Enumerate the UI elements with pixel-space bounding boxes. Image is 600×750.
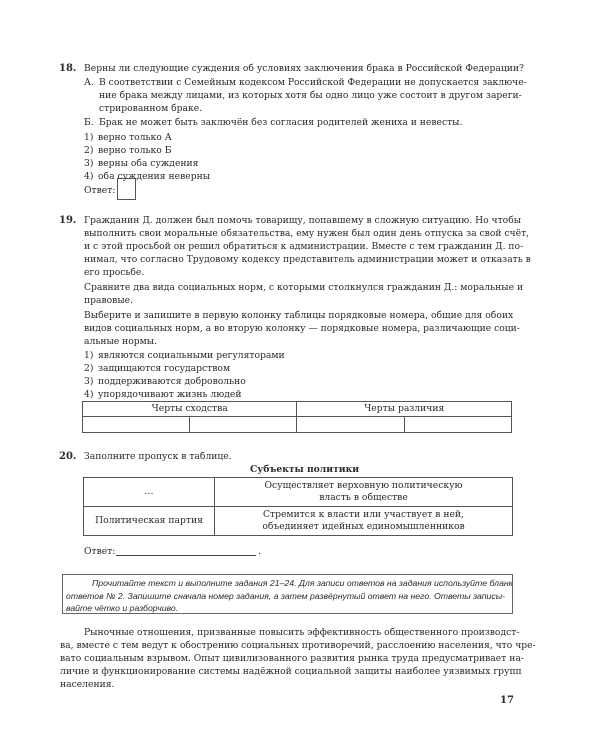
passage-line: Рыночные отношения, призванные повысить эффективность общественного производст-	[84, 627, 520, 638]
description-line: Осуществляет верховную политическую	[264, 480, 463, 491]
option-text: верны оба суждения	[98, 158, 199, 169]
scenario-line: его просьбе.	[84, 267, 145, 278]
compare-line: правовые.	[84, 295, 134, 306]
subject-cell-blank[interactable]: …	[84, 478, 215, 507]
compare-line: Сравните два вида социальных норм, с которыми столкнулся гражданин Д.: моральные и	[84, 282, 524, 293]
instruction-box	[62, 574, 513, 614]
statement-b-label: Б.	[84, 117, 94, 128]
answer-label: Ответ:	[84, 185, 116, 196]
option-item	[84, 157, 198, 170]
option-number: 4)	[84, 389, 94, 400]
table-title: Субъекты политики	[250, 464, 360, 475]
answer-box[interactable]	[117, 178, 136, 200]
passage-line: вато социальным взрывом. Опыт цивилизованного развития рынка труда предусматривает на-	[60, 653, 524, 664]
subject-cell: Политическая партия	[84, 507, 215, 536]
option-number: 3)	[84, 376, 94, 387]
comparison-table	[82, 401, 512, 433]
answer-cell[interactable]	[190, 417, 297, 433]
option-text: упорядочивают жизнь людей	[98, 389, 242, 400]
description-line: Стремится к власти или участвует в ней,	[263, 509, 464, 520]
description-cell	[215, 478, 513, 507]
description-cell	[215, 507, 513, 536]
option-number: 2)	[84, 363, 94, 374]
option-number: 1)	[84, 350, 94, 361]
description-line: объединяет идейных единомышленников	[262, 521, 465, 532]
politics-subjects-table	[83, 477, 513, 536]
passage-line: личие и функционирование системы надёжной социальной защиты наиболее уязвимых групп	[60, 666, 522, 677]
scenario-line: нимал, что согласно Трудовому кодексу представитель администрации может и отказать в	[84, 254, 531, 265]
instruction-line: видов социальных норм, а во вторую колонку — порядковые номера, различающие соци-	[84, 323, 520, 334]
scenario-line: и с этой просьбой он решил обратиться к администрации. Вместе с тем гражданин Д. по-	[84, 241, 524, 252]
page-number: 17	[500, 695, 514, 706]
scenario-line: выполнить свои моральные обязательства, ему нужен был один день отпуска за свой счёт,	[84, 228, 530, 239]
option-text: верно только А	[98, 132, 172, 143]
option-item	[84, 131, 172, 144]
question-text: Заполните пропуск в таблице.	[84, 451, 232, 462]
statement-a-line: ние брака между лицами, из которых хотя бы одно лицо уже состоит в другом зареги-	[99, 90, 522, 101]
passage-line: ва, вместе с тем ведут к обострению социальных противоречий, расслоению населения, что чре-	[60, 640, 536, 651]
question-number: 20.	[59, 451, 77, 462]
option-item	[84, 388, 241, 401]
instruction-line: альные нормы.	[84, 336, 158, 347]
instruction-line: ответов № 2. Запишите сначала номер задания, а затем развёрнутый ответ на него. Ответы записы-	[66, 590, 506, 601]
description-line: власть в обществе	[319, 492, 408, 503]
option-item	[84, 349, 285, 362]
passage-line: населения.	[60, 679, 115, 690]
answer-end: .	[258, 546, 261, 557]
option-text: являются социальными регуляторами	[98, 350, 285, 361]
statement-a-label: А.	[84, 77, 94, 88]
answer-cell[interactable]	[404, 417, 511, 433]
option-number: 1)	[84, 132, 94, 143]
instruction-line: вайте чётко и разборчиво.	[66, 603, 179, 613]
question-number: 18.	[59, 63, 77, 74]
instruction-line: Прочитайте текст и выполните задания 21–24. Для записи ответов на задания используйте бланк	[92, 578, 513, 588]
statement-b-text: Брак не может быть заключён без согласия родителей жениха и невесты.	[99, 117, 463, 128]
option-item	[84, 170, 210, 183]
statement-a-line: В соответствии с Семейным кодексом Российской Федерации не допускается заключе-	[99, 77, 527, 88]
table-header-similarities: Черты сходства	[83, 402, 297, 417]
option-item	[84, 375, 246, 388]
option-text: поддерживаются добровольно	[98, 376, 246, 387]
option-item	[84, 362, 230, 375]
question-number: 19.	[59, 215, 77, 226]
answer-label: Ответ:	[84, 546, 116, 557]
question-text: Верны ли следующие суждения об условиях заключения брака в Российской Федерации?	[84, 63, 524, 74]
table-header-differences: Черты различия	[297, 402, 512, 417]
option-number: 2)	[84, 145, 94, 156]
answer-cell[interactable]	[83, 417, 190, 433]
instruction-line: Выберите и запишите в первую колонку таблицы порядковые номера, общие для обоих	[84, 310, 514, 321]
answer-cell[interactable]	[297, 417, 404, 433]
statement-a-line: стрированном браке.	[99, 103, 203, 114]
option-text: оба суждения неверны	[98, 171, 211, 182]
scenario-line: Гражданин Д. должен был помочь товарищу, попавшему в сложную ситуацию. Но чтобы	[84, 215, 522, 226]
option-text: верно только Б	[98, 145, 172, 156]
option-text: защищаются государством	[98, 363, 231, 374]
option-number: 4)	[84, 171, 94, 182]
option-number: 3)	[84, 158, 94, 169]
answer-line[interactable]	[116, 544, 256, 556]
option-item	[84, 144, 171, 157]
